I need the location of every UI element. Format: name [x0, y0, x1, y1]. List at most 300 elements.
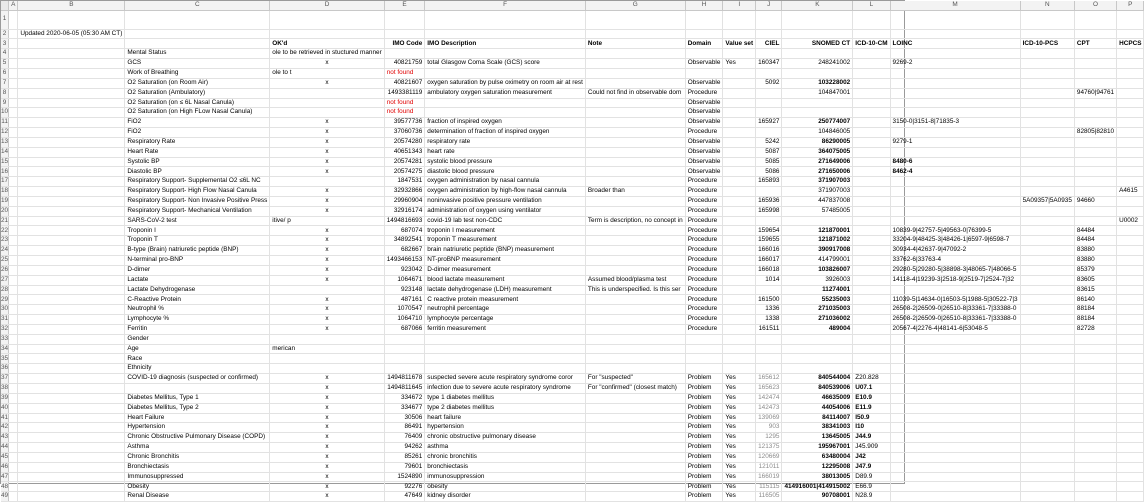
cell-k16[interactable]: 271650006 — [782, 167, 853, 177]
cell-k41[interactable]: 84114007 — [782, 413, 853, 423]
cell-o33[interactable] — [1074, 334, 1116, 344]
cell-o36[interactable] — [1074, 364, 1116, 374]
row-header[interactable]: 18 — [1, 187, 9, 197]
cell-p39[interactable] — [1117, 393, 1144, 403]
cell-j11[interactable]: 165927 — [756, 118, 782, 128]
cell-a8[interactable] — [9, 88, 18, 98]
row-header[interactable]: 21 — [1, 216, 9, 226]
cell-o3[interactable]: CPT — [1074, 39, 1116, 49]
cell-g29[interactable] — [585, 295, 685, 305]
cell-m44[interactable] — [890, 443, 1020, 453]
cell-l7[interactable] — [853, 78, 890, 88]
cell-j21[interactable] — [756, 216, 782, 226]
row-header[interactable]: 32 — [1, 324, 9, 334]
cell-c36[interactable]: Ethnicity — [125, 364, 270, 374]
cell-c35[interactable]: Race — [125, 354, 270, 364]
row-header[interactable]: 13 — [1, 137, 9, 147]
cell-e23[interactable]: 34892541 — [384, 236, 425, 246]
cell-j40[interactable]: 142473 — [756, 403, 782, 413]
cell-o40[interactable] — [1074, 403, 1116, 413]
row-header[interactable]: 20 — [1, 206, 9, 216]
cell-f19[interactable]: noninvasive positive pressure ventilation — [425, 196, 586, 206]
cell-b6[interactable] — [18, 68, 125, 78]
cell-k12[interactable]: 104846005 — [782, 128, 853, 138]
cell-m7[interactable] — [890, 78, 1020, 88]
cell-d2[interactable] — [270, 29, 384, 39]
cell-i29[interactable] — [723, 295, 756, 305]
cell-h19[interactable]: Procedure — [685, 196, 723, 206]
cell-d34[interactable]: merican — [270, 344, 384, 354]
cell-k36[interactable] — [782, 364, 853, 374]
cell-k46[interactable]: 12295008 — [782, 462, 853, 472]
cell-c8[interactable]: O2 Saturation (Ambulatory) — [125, 88, 270, 98]
cell-d27[interactable]: x — [270, 275, 384, 285]
cell-l1[interactable] — [853, 10, 890, 29]
cell-l12[interactable] — [853, 128, 890, 138]
cell-m5[interactable]: 9269-2 — [890, 59, 1020, 69]
cell-d43[interactable]: x — [270, 433, 384, 443]
cell-l8[interactable] — [853, 88, 890, 98]
cell-c37[interactable]: COVID-19 diagnosis (suspected or confirmed) — [125, 374, 270, 384]
cell-j7[interactable]: 5092 — [756, 78, 782, 88]
cell-k48[interactable]: 414916001|414915002 — [782, 482, 853, 492]
cell-n36[interactable] — [1020, 364, 1074, 374]
cell-m19[interactable] — [890, 196, 1020, 206]
cell-b29[interactable] — [18, 295, 125, 305]
cell-h1[interactable] — [685, 10, 723, 29]
cell-f36[interactable] — [425, 364, 586, 374]
cell-j32[interactable]: 161511 — [756, 324, 782, 334]
cell-m41[interactable] — [890, 413, 1020, 423]
cell-e18[interactable]: 32932866 — [384, 187, 425, 197]
cell-k1[interactable] — [782, 10, 853, 29]
cell-j41[interactable]: 139069 — [756, 413, 782, 423]
cell-j49[interactable]: 116505 — [756, 492, 782, 502]
cell-c2[interactable] — [125, 29, 270, 39]
cell-h36[interactable] — [685, 364, 723, 374]
cell-i3[interactable]: Value set — [723, 39, 756, 49]
cell-n8[interactable] — [1020, 88, 1074, 98]
cell-e39[interactable]: 334672 — [384, 393, 425, 403]
cell-p5[interactable] — [1117, 59, 1144, 69]
cell-f31[interactable]: lymphocyte percentage — [425, 315, 586, 325]
row-header[interactable]: 9 — [1, 98, 9, 108]
row-header[interactable]: 5 — [1, 59, 9, 69]
row-header[interactable]: 8 — [1, 88, 9, 98]
cell-i49[interactable]: Yes — [723, 492, 756, 502]
cell-l28[interactable] — [853, 285, 890, 295]
cell-m43[interactable] — [890, 433, 1020, 443]
cell-k15[interactable]: 271649006 — [782, 157, 853, 167]
cell-c44[interactable]: Asthma — [125, 443, 270, 453]
cell-a41[interactable] — [9, 413, 18, 423]
cell-j43[interactable]: 1295 — [756, 433, 782, 443]
cell-c32[interactable]: Ferritin — [125, 324, 270, 334]
cell-h29[interactable]: Procedure — [685, 295, 723, 305]
cell-m23[interactable]: 33204-9|48425-3|48426-1|6597-9|6598-7 — [890, 236, 1020, 246]
cell-i14[interactable] — [723, 147, 756, 157]
cell-d33[interactable] — [270, 334, 384, 344]
cell-m10[interactable] — [890, 108, 1020, 118]
cell-b31[interactable] — [18, 315, 125, 325]
cell-n42[interactable] — [1020, 423, 1074, 433]
cell-m39[interactable] — [890, 393, 1020, 403]
cell-g39[interactable] — [585, 393, 685, 403]
cell-h40[interactable]: Problem — [685, 403, 723, 413]
cell-e4[interactable] — [384, 49, 425, 59]
cell-e9[interactable]: not found — [384, 98, 425, 108]
cell-j8[interactable] — [756, 88, 782, 98]
cell-o9[interactable] — [1074, 98, 1116, 108]
cell-d21[interactable]: itive/ p — [270, 216, 384, 226]
row-header[interactable]: 27 — [1, 275, 9, 285]
cell-l29[interactable] — [853, 295, 890, 305]
cell-m14[interactable] — [890, 147, 1020, 157]
cell-c5[interactable]: GCS — [125, 59, 270, 69]
cell-d6[interactable]: ole to t — [270, 68, 384, 78]
cell-g4[interactable] — [585, 49, 685, 59]
cell-b21[interactable] — [18, 216, 125, 226]
cell-e32[interactable]: 687066 — [384, 324, 425, 334]
cell-i16[interactable] — [723, 167, 756, 177]
cell-o4[interactable] — [1074, 49, 1116, 59]
cell-a26[interactable] — [9, 265, 18, 275]
cell-g38[interactable]: For "confirmed" (closest match) — [585, 383, 685, 393]
cell-f10[interactable] — [425, 108, 586, 118]
cell-j45[interactable]: 120669 — [756, 452, 782, 462]
cell-h46[interactable]: Problem — [685, 462, 723, 472]
cell-o25[interactable]: 83880 — [1074, 256, 1116, 266]
cell-l32[interactable] — [853, 324, 890, 334]
cell-j20[interactable]: 165998 — [756, 206, 782, 216]
cell-d13[interactable]: x — [270, 137, 384, 147]
cell-m18[interactable] — [890, 187, 1020, 197]
row-header[interactable]: 22 — [1, 226, 9, 236]
cell-f46[interactable]: bronchiectasis — [425, 462, 586, 472]
cell-d1[interactable] — [270, 10, 384, 29]
cell-e33[interactable] — [384, 334, 425, 344]
cell-p44[interactable] — [1117, 443, 1144, 453]
cell-f9[interactable] — [425, 98, 586, 108]
cell-n31[interactable] — [1020, 315, 1074, 325]
cell-i2[interactable] — [723, 29, 756, 39]
cell-o16[interactable] — [1074, 167, 1116, 177]
cell-a21[interactable] — [9, 216, 18, 226]
cell-j9[interactable] — [756, 98, 782, 108]
cell-n19[interactable]: 5A09357|5A0935 — [1020, 196, 1074, 206]
cell-b23[interactable] — [18, 236, 125, 246]
cell-k45[interactable]: 63480004 — [782, 452, 853, 462]
cell-o43[interactable] — [1074, 433, 1116, 443]
cell-a32[interactable] — [9, 324, 18, 334]
cell-p13[interactable] — [1117, 137, 1144, 147]
row-header[interactable]: 24 — [1, 246, 9, 256]
cell-i41[interactable]: Yes — [723, 413, 756, 423]
cell-h3[interactable]: Domain — [685, 39, 723, 49]
cell-k21[interactable] — [782, 216, 853, 226]
row-header[interactable]: 31 — [1, 315, 9, 325]
cell-c1[interactable] — [125, 10, 270, 29]
cell-j27[interactable]: 1014 — [756, 275, 782, 285]
cell-p3[interactable]: HCPCS — [1117, 39, 1144, 49]
cell-h24[interactable]: Procedure — [685, 246, 723, 256]
row-header[interactable]: 46 — [1, 462, 9, 472]
cell-j17[interactable]: 165893 — [756, 177, 782, 187]
cell-f49[interactable]: kidney disorder — [425, 492, 586, 502]
cell-p14[interactable] — [1117, 147, 1144, 157]
cell-p6[interactable] — [1117, 68, 1144, 78]
cell-m48[interactable] — [890, 482, 1020, 492]
cell-b17[interactable] — [18, 177, 125, 187]
row-header[interactable]: 38 — [1, 383, 9, 393]
cell-j33[interactable] — [756, 334, 782, 344]
cell-a13[interactable] — [9, 137, 18, 147]
column-header-d[interactable]: D — [270, 1, 384, 10]
cell-h9[interactable]: Observable — [685, 98, 723, 108]
cell-j46[interactable]: 121011 — [756, 462, 782, 472]
cell-f13[interactable]: respiratory rate — [425, 137, 586, 147]
cell-p38[interactable] — [1117, 383, 1144, 393]
cell-p12[interactable] — [1117, 128, 1144, 138]
cell-e17[interactable]: 1847531 — [384, 177, 425, 187]
cell-p20[interactable] — [1117, 206, 1144, 216]
cell-o48[interactable] — [1074, 482, 1116, 492]
cell-f35[interactable] — [425, 354, 586, 364]
cell-g43[interactable] — [585, 433, 685, 443]
cell-d23[interactable]: x — [270, 236, 384, 246]
cell-g30[interactable] — [585, 305, 685, 315]
cell-p47[interactable] — [1117, 472, 1144, 482]
cell-k47[interactable]: 38013005 — [782, 472, 853, 482]
cell-f14[interactable]: heart rate — [425, 147, 586, 157]
cell-e8[interactable]: 1493381119 — [384, 88, 425, 98]
cell-d30[interactable]: x — [270, 305, 384, 315]
cell-p42[interactable] — [1117, 423, 1144, 433]
cell-f11[interactable]: fraction of inspired oxygen — [425, 118, 586, 128]
cell-a11[interactable] — [9, 118, 18, 128]
cell-k32[interactable]: 489004 — [782, 324, 853, 334]
cell-o17[interactable] — [1074, 177, 1116, 187]
cell-b47[interactable] — [18, 472, 125, 482]
cell-f15[interactable]: systolic blood pressure — [425, 157, 586, 167]
row-header[interactable]: 40 — [1, 403, 9, 413]
cell-l23[interactable] — [853, 236, 890, 246]
cell-f44[interactable]: asthma — [425, 443, 586, 453]
cell-k26[interactable]: 103826007 — [782, 265, 853, 275]
cell-k14[interactable]: 364075005 — [782, 147, 853, 157]
cell-n17[interactable] — [1020, 177, 1074, 187]
cell-m12[interactable] — [890, 128, 1020, 138]
cell-e15[interactable]: 20574281 — [384, 157, 425, 167]
cell-o18[interactable] — [1074, 187, 1116, 197]
cell-i23[interactable] — [723, 236, 756, 246]
cell-k20[interactable]: 57485005 — [782, 206, 853, 216]
cell-g28[interactable]: This is underspecified. Is this ser — [585, 285, 685, 295]
cell-d10[interactable] — [270, 108, 384, 118]
row-header[interactable]: 37 — [1, 374, 9, 384]
cell-l40[interactable]: E11.9 — [853, 403, 890, 413]
cell-o26[interactable]: 85379 — [1074, 265, 1116, 275]
cell-g9[interactable] — [585, 98, 685, 108]
cell-m26[interactable]: 29280-5|29280-5|38898-3|48065-7|48066-5 — [890, 265, 1020, 275]
cell-n40[interactable] — [1020, 403, 1074, 413]
cell-d24[interactable]: x — [270, 246, 384, 256]
cell-c43[interactable]: Chronic Obstructive Pulmonary Disease (COPD) — [125, 433, 270, 443]
cell-p40[interactable] — [1117, 403, 1144, 413]
cell-p9[interactable] — [1117, 98, 1144, 108]
cell-l36[interactable] — [853, 364, 890, 374]
cell-f22[interactable]: troponin I measurement — [425, 226, 586, 236]
cell-g36[interactable] — [585, 364, 685, 374]
cell-d15[interactable]: x — [270, 157, 384, 167]
cell-j12[interactable] — [756, 128, 782, 138]
cell-h42[interactable]: Problem — [685, 423, 723, 433]
cell-h17[interactable]: Procedure — [685, 177, 723, 187]
cell-m8[interactable] — [890, 88, 1020, 98]
cell-o29[interactable]: 86140 — [1074, 295, 1116, 305]
cell-n48[interactable] — [1020, 482, 1074, 492]
row-header[interactable]: 1 — [1, 10, 9, 29]
cell-n32[interactable] — [1020, 324, 1074, 334]
cell-o45[interactable] — [1074, 452, 1116, 462]
cell-n38[interactable] — [1020, 383, 1074, 393]
cell-n33[interactable] — [1020, 334, 1074, 344]
cell-d42[interactable]: x — [270, 423, 384, 433]
cell-b28[interactable] — [18, 285, 125, 295]
cell-e22[interactable]: 687074 — [384, 226, 425, 236]
cell-a28[interactable] — [9, 285, 18, 295]
cell-i18[interactable] — [723, 187, 756, 197]
cell-d44[interactable]: x — [270, 443, 384, 453]
cell-a46[interactable] — [9, 462, 18, 472]
cell-f47[interactable]: immunosuppression — [425, 472, 586, 482]
cell-c17[interactable]: Respiratory Support- Supplemental O2 ≤6L NC — [125, 177, 270, 187]
cell-j26[interactable]: 166018 — [756, 265, 782, 275]
cell-l15[interactable] — [853, 157, 890, 167]
cell-l20[interactable] — [853, 206, 890, 216]
cell-n2[interactable] — [1020, 29, 1074, 39]
cell-d7[interactable]: x — [270, 78, 384, 88]
cell-o6[interactable] — [1074, 68, 1116, 78]
cell-h45[interactable]: Problem — [685, 452, 723, 462]
cell-f26[interactable]: D-dimer measurement — [425, 265, 586, 275]
cell-o21[interactable] — [1074, 216, 1116, 226]
cell-c42[interactable]: Hypertension — [125, 423, 270, 433]
cell-n16[interactable] — [1020, 167, 1074, 177]
cell-i32[interactable] — [723, 324, 756, 334]
cell-j31[interactable]: 1338 — [756, 315, 782, 325]
cell-c20[interactable]: Respiratory Support- Mechanical Ventilation — [125, 206, 270, 216]
row-header[interactable]: 15 — [1, 157, 9, 167]
cell-f2[interactable] — [425, 29, 586, 39]
cell-m37[interactable] — [890, 374, 1020, 384]
cell-f45[interactable]: chronic bronchitis — [425, 452, 586, 462]
cell-g16[interactable] — [585, 167, 685, 177]
cell-h25[interactable]: Procedure — [685, 256, 723, 266]
cell-l9[interactable] — [853, 98, 890, 108]
cell-n35[interactable] — [1020, 354, 1074, 364]
cell-h10[interactable]: Observable — [685, 108, 723, 118]
cell-k19[interactable]: 447837008 — [782, 196, 853, 206]
cell-f17[interactable]: oxygen administration by nasal cannula — [425, 177, 586, 187]
cell-p16[interactable] — [1117, 167, 1144, 177]
cell-f4[interactable] — [425, 49, 586, 59]
cell-i40[interactable]: Yes — [723, 403, 756, 413]
cell-p8[interactable] — [1117, 88, 1144, 98]
cell-g33[interactable] — [585, 334, 685, 344]
cell-a10[interactable] — [9, 108, 18, 118]
cell-o15[interactable] — [1074, 157, 1116, 167]
cell-p10[interactable] — [1117, 108, 1144, 118]
cell-a38[interactable] — [9, 383, 18, 393]
cell-c46[interactable]: Bronchiectasis — [125, 462, 270, 472]
cell-i15[interactable] — [723, 157, 756, 167]
cell-l48[interactable]: E66.9 — [853, 482, 890, 492]
cell-n46[interactable] — [1020, 462, 1074, 472]
cell-b25[interactable] — [18, 256, 125, 266]
cell-m3[interactable]: LOINC — [890, 39, 1020, 49]
cell-g8[interactable]: Could not find in observable dom — [585, 88, 685, 98]
cell-c33[interactable]: Gender — [125, 334, 270, 344]
cell-b24[interactable] — [18, 246, 125, 256]
cell-c21[interactable]: SARS-CoV-2 test — [125, 216, 270, 226]
cell-o35[interactable] — [1074, 354, 1116, 364]
cell-g20[interactable] — [585, 206, 685, 216]
cell-o31[interactable]: 88184 — [1074, 315, 1116, 325]
cell-e24[interactable]: 682667 — [384, 246, 425, 256]
cell-h41[interactable]: Problem — [685, 413, 723, 423]
cell-d22[interactable]: x — [270, 226, 384, 236]
cell-a31[interactable] — [9, 315, 18, 325]
cell-o28[interactable]: 83615 — [1074, 285, 1116, 295]
cell-e12[interactable]: 37060736 — [384, 128, 425, 138]
cell-e37[interactable]: 1494811678 — [384, 374, 425, 384]
cell-n41[interactable] — [1020, 413, 1074, 423]
cell-j36[interactable] — [756, 364, 782, 374]
cell-n12[interactable] — [1020, 128, 1074, 138]
cell-o46[interactable] — [1074, 462, 1116, 472]
cell-c28[interactable]: Lactate Dehydrogenase — [125, 285, 270, 295]
cell-j28[interactable] — [756, 285, 782, 295]
cell-m20[interactable] — [890, 206, 1020, 216]
cell-f38[interactable]: infection due to severe acute respiratory syndrome — [425, 383, 586, 393]
cell-e47[interactable]: 1524890 — [384, 472, 425, 482]
cell-l38[interactable]: U07.1 — [853, 383, 890, 393]
cell-b34[interactable] — [18, 344, 125, 354]
cell-g18[interactable]: Broader than — [585, 187, 685, 197]
cell-g45[interactable] — [585, 452, 685, 462]
cell-g17[interactable] — [585, 177, 685, 187]
cell-p7[interactable] — [1117, 78, 1144, 88]
cell-i5[interactable]: Yes — [723, 59, 756, 69]
cell-f30[interactable]: neutrophil percentage — [425, 305, 586, 315]
cell-p28[interactable] — [1117, 285, 1144, 295]
cell-g3[interactable]: Note — [585, 39, 685, 49]
cell-f32[interactable]: ferritin measurement — [425, 324, 586, 334]
cell-p24[interactable] — [1117, 246, 1144, 256]
cell-e6[interactable]: not found — [384, 68, 425, 78]
cell-o42[interactable] — [1074, 423, 1116, 433]
cell-k9[interactable] — [782, 98, 853, 108]
cell-a49[interactable] — [9, 492, 18, 502]
cell-n21[interactable] — [1020, 216, 1074, 226]
cell-k17[interactable]: 371907003 — [782, 177, 853, 187]
cell-g31[interactable] — [585, 315, 685, 325]
cell-n6[interactable] — [1020, 68, 1074, 78]
cell-l30[interactable] — [853, 305, 890, 315]
row-header[interactable]: 30 — [1, 305, 9, 315]
cell-l37[interactable]: Z20.828 — [853, 374, 890, 384]
